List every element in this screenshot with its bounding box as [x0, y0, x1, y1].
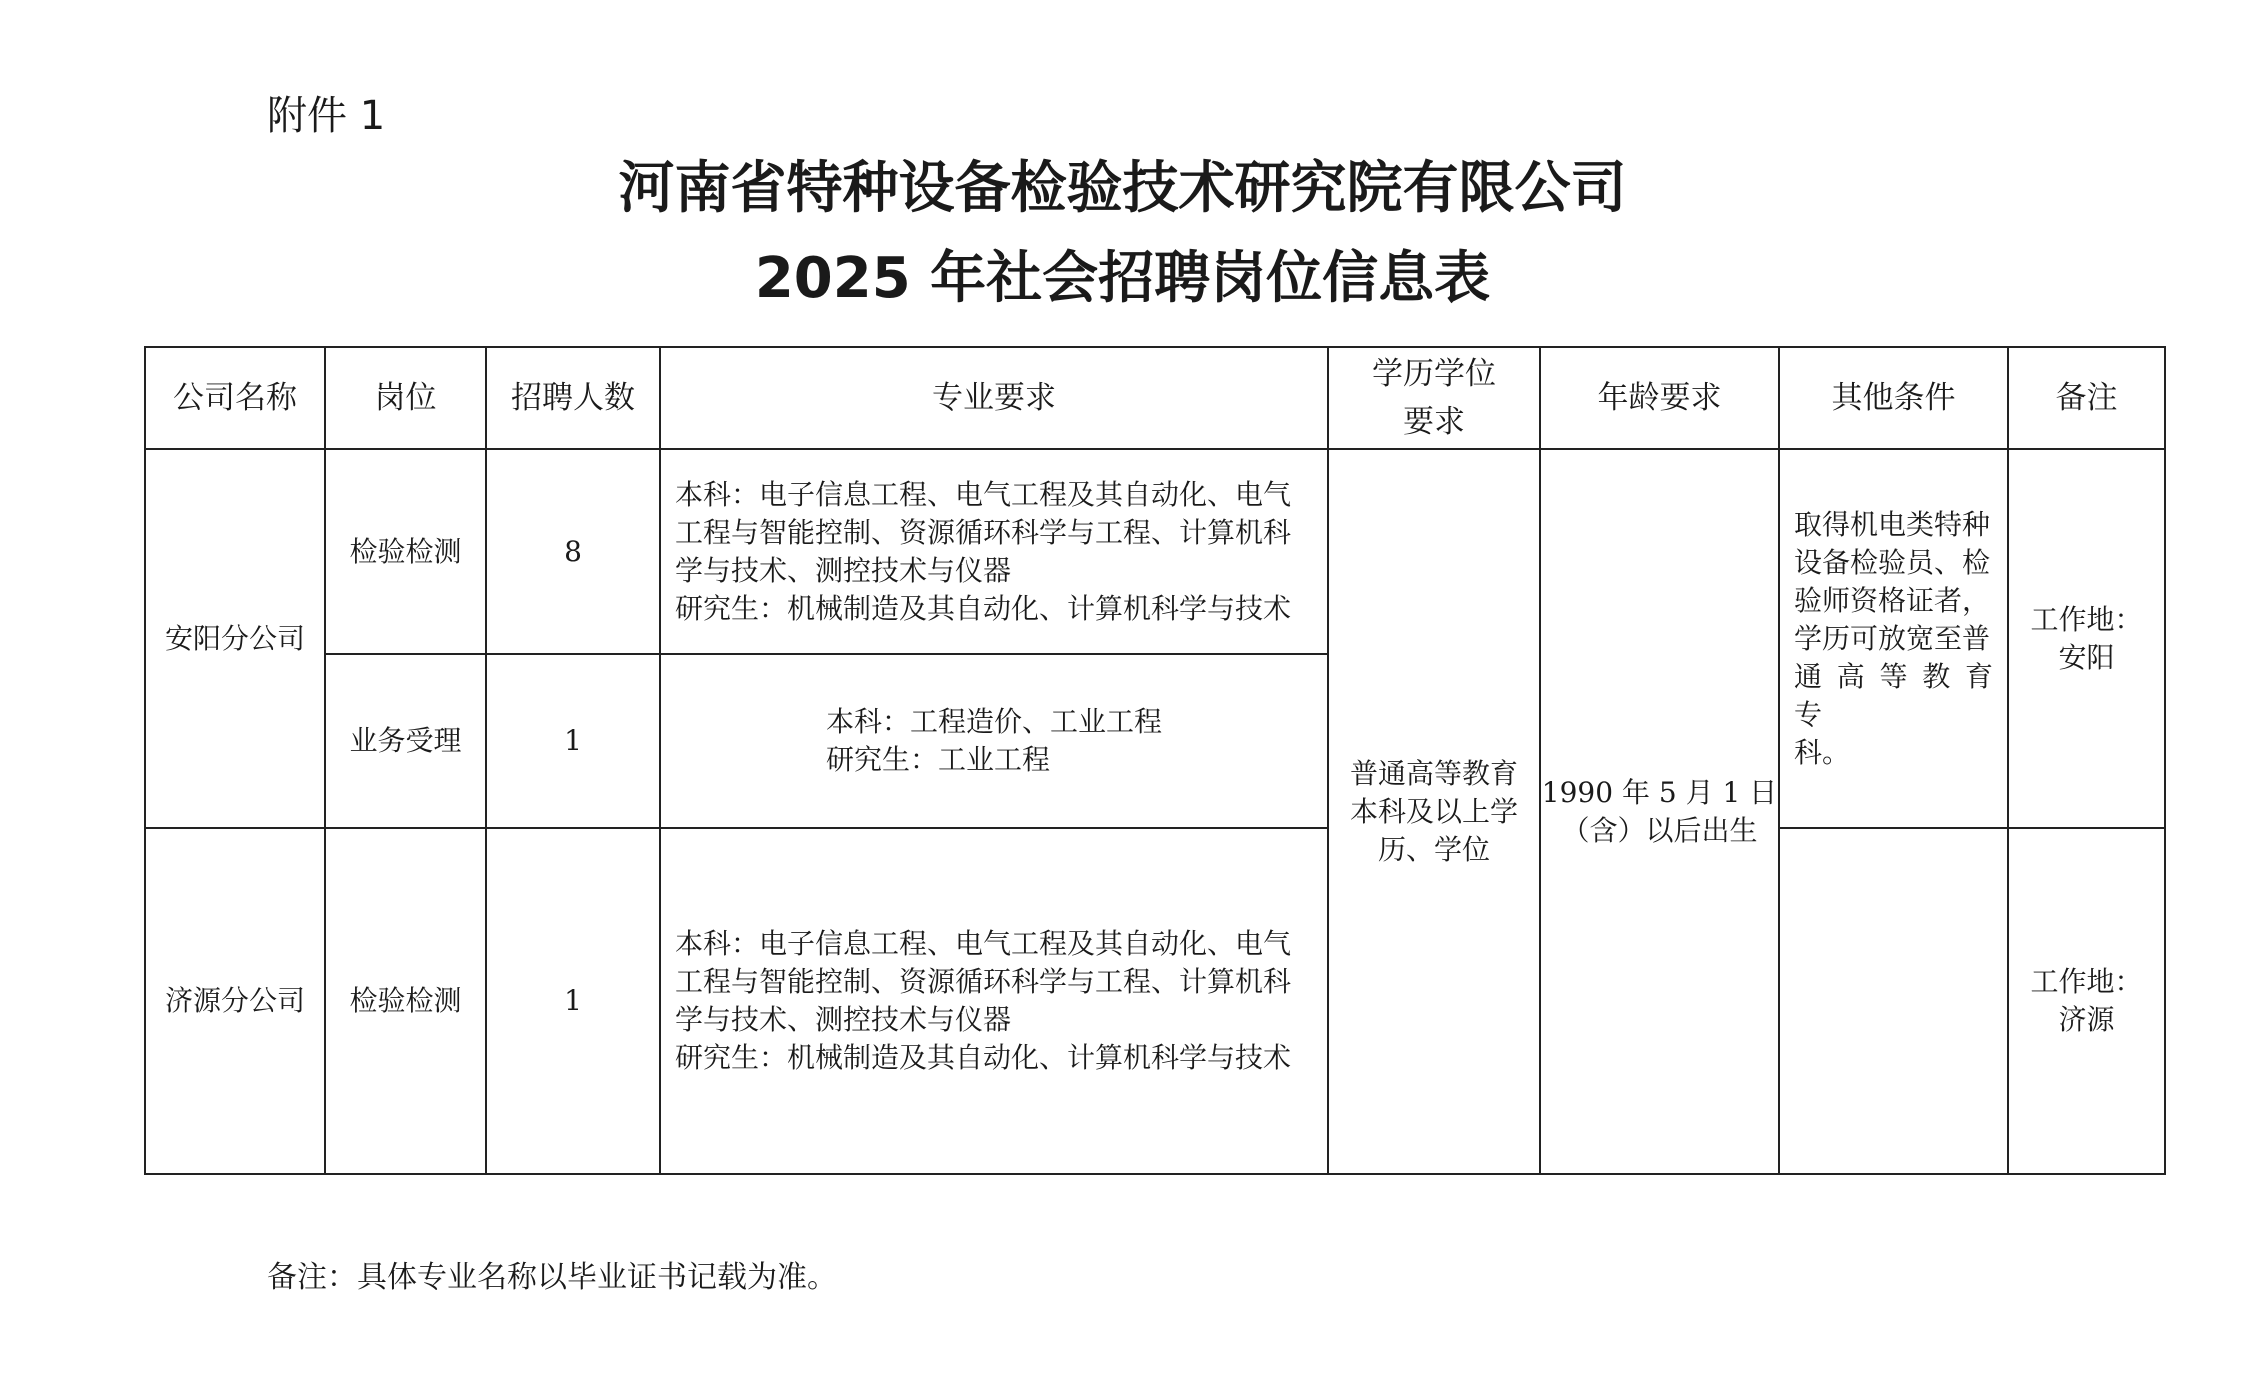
major-cell: [660, 449, 1328, 654]
note-anyang: [2008, 449, 2165, 828]
header-position: 岗位: [325, 347, 486, 449]
note-line: 济源: [2058, 1003, 2115, 1036]
major-line: 研究生：工业工程: [825, 743, 1050, 776]
note-line: 工作地：: [2030, 602, 2143, 636]
age-line: （含）以后出生: [1561, 813, 1758, 847]
recruitment-table: [144, 346, 2166, 1175]
major-cell: [660, 654, 1328, 828]
education-line: 本科及以上学: [1349, 794, 1518, 828]
major-line: 本科：电子信息工程、电气工程及其自动化、电气: [675, 477, 1292, 511]
major-line: 研究生：机械制造及其自动化、计算机科学与技术: [675, 1041, 1292, 1074]
attachment-label: 附件 1: [267, 93, 386, 139]
footnote: 备注：具体专业名称以毕业证书记载为准。: [267, 1260, 837, 1295]
count-cell: 1: [486, 828, 660, 1174]
header-education-line1: 学历学位: [1372, 356, 1496, 392]
major-line: 工程与智能控制、资源循环科学与工程、计算机科: [675, 515, 1292, 549]
major-line: 本科：电子信息工程、电气工程及其自动化、电气: [675, 927, 1292, 960]
other-line: 取得机电类特种: [1794, 507, 1991, 541]
position-cell: 检验检测: [325, 449, 486, 654]
position-cell: 检验检测: [325, 828, 486, 1174]
major-line: 研究生：机械制造及其自动化、计算机科学与技术: [675, 591, 1292, 625]
education-line: 普通高等教育: [1349, 756, 1518, 790]
document-title-line1: 河南省特种设备检验技术研究院有限公司: [618, 156, 1627, 221]
other-line: 科。: [1794, 735, 1851, 769]
company-jiyuan: 济源分公司: [145, 828, 325, 1174]
other-line: 学历可放宽至普: [1794, 621, 1991, 655]
note-line: 工作地：: [2030, 965, 2143, 998]
other-conditions-empty: [1779, 828, 2008, 1174]
major-line: 工程与智能控制、资源循环科学与工程、计算机科: [675, 965, 1292, 998]
table-row: [145, 828, 2165, 1174]
table-header-row: [145, 347, 2165, 449]
other-line: 通 高 等 教 育 专: [1794, 659, 1993, 731]
count-cell: 8: [486, 449, 660, 654]
document-title-line2: 2025 年社会招聘岗位信息表: [754, 246, 1491, 311]
education-cell: [1328, 449, 1540, 1174]
table-row: [145, 449, 2165, 654]
age-cell: [1540, 449, 1779, 1174]
education-line: 历、学位: [1377, 832, 1490, 866]
age-line: 1990 年 5 月 1 日: [1541, 775, 1778, 809]
position-cell: 业务受理: [325, 654, 486, 828]
note-jiyuan: [2008, 828, 2165, 1174]
header-education: [1328, 347, 1540, 449]
note-line: 安阳: [2058, 640, 2115, 674]
major-block: [826, 703, 1162, 779]
major-line: 学与技术、测控技术与仪器: [675, 1003, 1012, 1036]
count-cell: 1: [486, 654, 660, 828]
major-cell: [660, 828, 1328, 1174]
other-conditions-cell: [1779, 449, 2008, 828]
header-education-line2: 要求: [1403, 404, 1465, 440]
company-anyang: 安阳分公司: [145, 449, 325, 828]
header-company: 公司名称: [145, 347, 325, 449]
header-age: 年龄要求: [1540, 347, 1779, 449]
header-note: 备注: [2008, 347, 2165, 449]
major-line: 学与技术、测控技术与仪器: [675, 553, 1012, 587]
other-line: 验师资格证者，: [1794, 583, 1991, 617]
other-line: 设备检验员、检: [1794, 545, 1991, 579]
header-other: 其他条件: [1779, 347, 2008, 449]
header-major: 专业要求: [660, 347, 1328, 449]
major-line: 本科：工程造价、工业工程: [825, 705, 1162, 738]
header-count: 招聘人数: [486, 347, 660, 449]
